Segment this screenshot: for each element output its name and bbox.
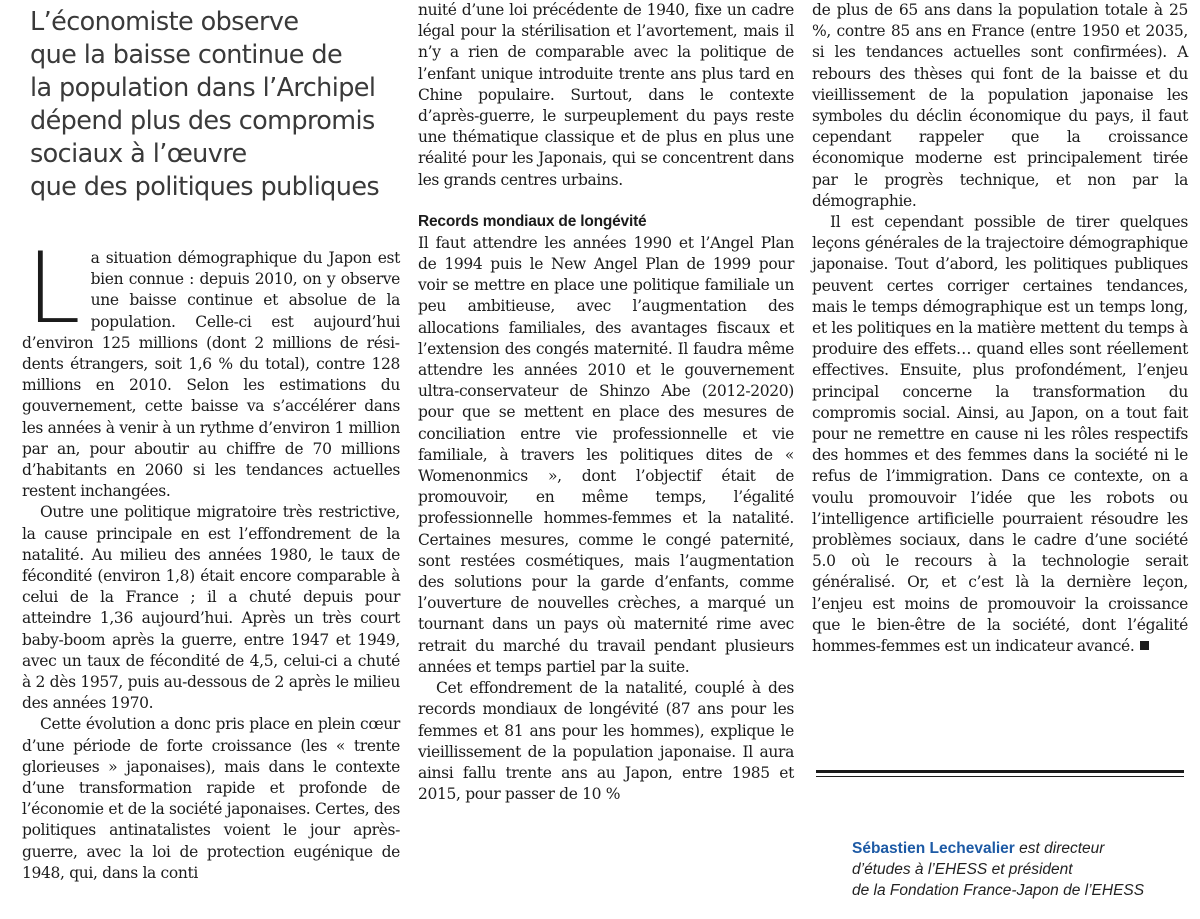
pull-quote-line: que la baisse continue de bbox=[30, 40, 343, 70]
author-bio-line: d’études à l’EHESS et président bbox=[852, 861, 1073, 878]
paragraph bbox=[812, 212, 1188, 657]
pull-quote-line: sociaux à l’œuvre bbox=[30, 139, 247, 169]
article-body-col1 bbox=[22, 232, 400, 884]
pull-quote-line: dépend plus des compromis bbox=[30, 106, 375, 136]
author-bio-line: est directeur bbox=[1019, 840, 1105, 857]
paragraph: Cette évolution a donc pris place en plein cœur d’une période de forte croissance (les « trente glorieuses » japonaises), mais dans le contexte d’une transformation rapide et profonde de l’économie et de la société japonaises. Certes, des politiques antinatalistes voient le jour après-guerre, avec la loi de protection eugénique de 1948, qui, dans la conti bbox=[22, 715, 400, 882]
paragraph-text: Il est cependant possible de tirer quelques leçons générales de la trajectoire démographique japonaise. Tout d’abord, les politiques publiques peuvent certes corriger certaines tendances, mais le temps démographique est un temps long, et les politiques en la matière mettent du temps à produire des effets… quand elles sont réellement effectives. Ensuite, plus profondément, l’enjeu principal concerne la transformation du compromis social. Ainsi, au Japon, on a tout fait pour ne remettre en cause ni les rôles respectifs des hommes et des femmes dans la société ni le refus de l’immigration. Dans ce contexte, on a voulu promouvoir l’idée que les robots ou l’intelligence artificielle pourraient résoudre les problèmes sociaux, dans le cadre d’une société 5.0 où le recours à la technologie serait généralisé. Or, et c’est là la dernière leçon, l’enjeu est moins de promouvoir la croissance que le bien-être de la société, dont l’égalité hommes-femmes est un indicateur avancé. bbox=[812, 213, 1188, 656]
column-1 bbox=[22, 0, 400, 919]
article-body-col3 bbox=[812, 0, 1188, 657]
pull-quote-line: la population dans l’Archipel bbox=[30, 73, 376, 103]
author-separator bbox=[816, 770, 1184, 773]
paragraph: Outre une politique migratoire très restrictive, la cause principale en est l’effondrement de la natalité. Au milieu des années 1980, le taux de fécondité (environ 1,8) était encore comparable à celui de la France ; il a chuté depuis pour atteindre 1,36 aujourd’hui. Après un très court baby-boom après la guerre, entre 1947 et 1949, avec un taux de fécondité de 4,5, celui-ci a chuté à 2 dès 1957, puis au-dessous de 2 après le milieu des années 1970. bbox=[22, 503, 400, 713]
article-body-col2 bbox=[418, 0, 794, 805]
author-bio-line: de la Fondation France-Japon de l’EHESS bbox=[852, 882, 1145, 899]
section-subheading: Records mondiaux de longévité bbox=[418, 212, 647, 230]
author-separator-thin bbox=[816, 776, 1184, 777]
pull-quote-line: que des politiques publiques bbox=[30, 172, 380, 202]
author-name: Sébastien Lechevalier bbox=[852, 840, 1015, 857]
column-3 bbox=[812, 0, 1188, 919]
paragraph: a situation démographique du Japon est bien connue : depuis 2010, on y observe une baisse continue et absolue de la population. Celle-ci est aujourd’hui d’environ 125 millions (dont 2 millions de résidents étrangers, soit 1,6 % du total), contre 128 millions en 2010. Selon les estimations du gouvernement, cette baisse va s’accélérer dans les années à venir à un rythme d’environ 1 million par an, pour aboutir au chiffre de 70 millions d’habitants en 2060 si les tendances actuelles restent inchangées. bbox=[22, 249, 400, 501]
column-2 bbox=[418, 0, 794, 919]
author-bio bbox=[852, 838, 1188, 901]
end-mark-icon bbox=[1140, 641, 1149, 650]
paragraph: Il faut attendre les années 1990 et l’Angel Plan de 1994 puis le New Angel Plan de 1999 pour voir se mettre en place une politique familiale un peu ambitieuse, avec l’augmentation des allocations familiales, des avantages fiscaux et l’extension des congés maternité. Il faudra même attendre les années 2010 et le gouvernement ultra-conservateur de Shinzo Abe (2012-2020) pour que se mettent en place des mesures de conciliation entre vie professionnelle et vie familiale, à travers les politiques dites de « Womenonmics », dont l’objectif était de promouvoir, en même temps, l’égalité professionnelle hommes-femmes et la natalité. Certaines mesures, comme le congé paternité, sont restées cosmétiques, mais l’augmentation des solutions pour la garde d’enfants, comme l’ouverture de nouvelles crèches, a marqué un tournant dans un pays où maternité rime avec retrait du marché du travail pendant plusieurs années et temps partiel par la suite. bbox=[418, 233, 794, 676]
paragraph: Cet effondrement de la natalité, couplé à des records mondiaux de longévité (87 ans pour les femmes et 81 ans pour les hommes), explique le vieillissement de la population japonaise. Il aura ainsi fallu trente ans au Japon, entre 1985 et 2015, pour passer de 10 % bbox=[418, 679, 794, 804]
paragraph: de plus de 65 ans dans la population totale à 25 %, contre 85 ans en France (entre 1950 et 2035, si les tendances actuelles sont confirmées). A rebours des thèses qui font de la baisse et du vieillissement de la population japonaise les symboles du déclin économique du pays, il faut cependant rappeler que la croissance économique moderne est principalement tirée par le progrès technique, et non par la démographie. bbox=[812, 1, 1188, 210]
pull-quote-line: L’économiste observe bbox=[30, 7, 299, 37]
paragraph: nuité d’une loi précédente de 1940, fixe un cadre légal pour la stérilisation et l’avortement, mais il n’y a rien de comparable avec la politique de l’enfant unique introduite trente ans plus tard en Chine populaire. Surtout, dans le contexte d’après-guerre, le surpeuplement du pays reste une thématique classique et de plus en plus une réalité pour les Japonais, qui se concentrent dans les grands centres urbains. bbox=[418, 1, 794, 189]
pull-quote bbox=[30, 6, 400, 204]
drop-cap: L bbox=[26, 232, 81, 346]
